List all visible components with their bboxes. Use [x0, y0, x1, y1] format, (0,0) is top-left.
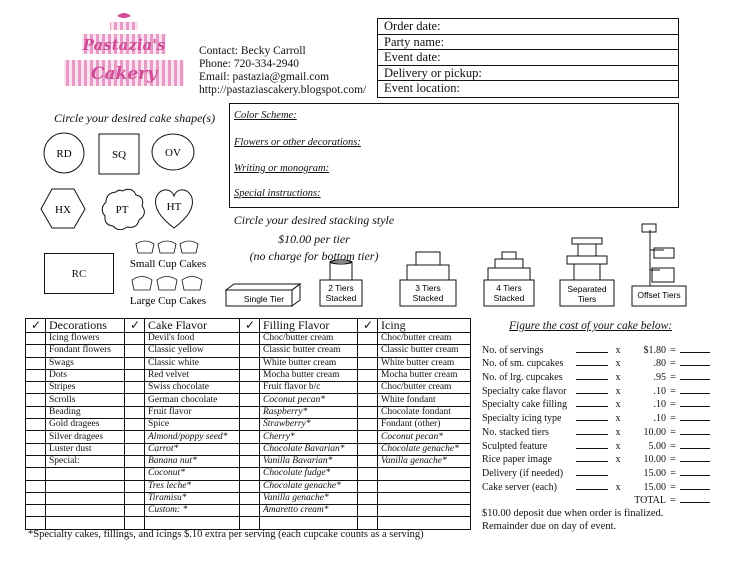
check-cell[interactable]: [240, 382, 260, 394]
cake-flavor-cell: Carrot*: [145, 443, 240, 455]
check-cell[interactable]: [240, 333, 260, 345]
event-location-field[interactable]: Event location:: [384, 81, 461, 96]
cost-label: No. of lrg. cupcakes: [482, 372, 563, 384]
decoration-cell: Swags: [46, 357, 125, 369]
cost-label: Delivery (if needed): [482, 467, 564, 479]
square-shape-option[interactable]: [99, 134, 139, 174]
cake-flavor-cell: Spice: [145, 419, 240, 431]
check-cell[interactable]: [358, 431, 378, 443]
filling-flavor-cell: Cherry*: [260, 431, 358, 443]
check-cell[interactable]: [358, 369, 378, 381]
table-row: [26, 443, 471, 455]
equals: =: [670, 344, 676, 356]
rectangle-shape-option[interactable]: [44, 253, 114, 294]
amount-blank[interactable]: [680, 410, 714, 424]
icing-cell: Fondant (other): [378, 419, 471, 431]
cake-flavor-cell: Tres leche*: [145, 480, 240, 492]
decoration-cell: Special:: [46, 455, 125, 467]
quantity-blank[interactable]: [576, 465, 612, 479]
cost-row: [482, 438, 714, 452]
table-row: [26, 382, 471, 394]
cost-row: [482, 479, 714, 493]
check-cell[interactable]: [125, 345, 145, 357]
decoration-cell: [46, 492, 125, 504]
check-cell[interactable]: [240, 369, 260, 381]
filling-flavor-cell: Raspberry*: [260, 406, 358, 418]
check-cell[interactable]: [358, 406, 378, 418]
operator: x: [615, 481, 621, 493]
rectangle-label: RC: [71, 267, 87, 280]
cost-label: Specialty icing type: [482, 413, 562, 425]
delivery-pickup-field[interactable]: Delivery or pickup:: [378, 66, 678, 82]
logo-text-line1: Pastazia's: [82, 36, 166, 54]
check-cell[interactable]: [125, 468, 145, 480]
cost-label: Specialty cake filling: [482, 399, 567, 411]
check-cell[interactable]: [26, 345, 46, 357]
amount-blank[interactable]: [680, 424, 714, 438]
table-row: [26, 419, 471, 431]
filling-flavor-cell: Coconut pecan*: [260, 394, 358, 406]
check-cell[interactable]: [358, 455, 378, 467]
offset-tiers-label: Offset Tiers: [637, 290, 681, 300]
unit-price: .95: [653, 372, 666, 384]
cake-flavor-cell: Swiss chocolate: [145, 382, 240, 394]
amount-blank[interactable]: [680, 479, 714, 493]
unit-price: .80: [653, 358, 666, 370]
cost-row: [482, 410, 714, 424]
quantity-blank[interactable]: [576, 410, 612, 424]
check-cell[interactable]: [358, 333, 378, 345]
cake-flavor-cell: Coconut*: [145, 468, 240, 480]
icing-cell: White butter cream: [378, 357, 471, 369]
cake-flavor-header: Cake Flavor: [145, 319, 240, 333]
quantity-blank[interactable]: [576, 452, 612, 466]
amount-blank[interactable]: [680, 369, 714, 383]
small-cupcake-icon: [136, 241, 198, 253]
equals: =: [670, 385, 676, 397]
two-tiers-stacked-label: Stacked: [325, 293, 357, 303]
table-row: [26, 333, 471, 345]
decoration-cell: [46, 480, 125, 492]
amount-blank[interactable]: [680, 383, 714, 397]
unit-price: 10.00: [643, 426, 666, 438]
table-row: [26, 369, 471, 381]
cost-row: [482, 383, 714, 397]
deposit-text: $10.00 deposit due when order is finalized.: [482, 508, 664, 519]
check-cell[interactable]: [26, 492, 46, 504]
icing-cell: Classic butter cream: [378, 345, 471, 357]
operator: x: [615, 454, 621, 466]
contact-block: [199, 45, 366, 97]
filling-flavor-cell: Vanilla genache*: [260, 492, 358, 504]
icing-cell: [378, 468, 471, 480]
icing-cell: Vanilla genache*: [378, 455, 471, 467]
two-tiers-label: 2 Tiers: [328, 283, 354, 293]
filling-flavor-cell: [260, 517, 358, 529]
cost-row: [482, 493, 714, 507]
cost-row: [482, 369, 714, 383]
stacking-price: $10.00 per tier: [278, 232, 350, 246]
check-cell[interactable]: [240, 394, 260, 406]
check-cell[interactable]: [125, 406, 145, 418]
quantity-blank: [576, 493, 612, 507]
quantity-blank[interactable]: [576, 383, 612, 397]
filling-flavor-cell: Fruit flavor b/c: [260, 382, 358, 394]
check-cell[interactable]: [125, 431, 145, 443]
pastazias-cakery-logo: [60, 12, 188, 94]
filling-flavor-header: Filling Flavor: [260, 319, 358, 333]
cake-flavor-cell: Classic white: [145, 357, 240, 369]
cost-label: No. of servings: [482, 344, 544, 356]
check-column-header: ✓: [240, 319, 260, 333]
icing-cell: White fondant: [378, 394, 471, 406]
small-cupcakes-label: Small Cup Cakes: [130, 258, 207, 270]
check-column-header: ✓: [358, 319, 378, 333]
check-cell[interactable]: [26, 419, 46, 431]
icing-cell: Choc/butter cream: [378, 382, 471, 394]
table-row: [26, 357, 471, 369]
equals: =: [670, 495, 676, 507]
cost-label: Rice paper image: [482, 454, 552, 466]
check-column-header: ✓: [125, 319, 145, 333]
large-cupcakes-label: Large Cup Cakes: [130, 295, 207, 307]
check-cell[interactable]: [26, 431, 46, 443]
heart-shape-option[interactable]: [156, 190, 193, 228]
check-cell[interactable]: [358, 517, 378, 529]
table-row: [26, 431, 471, 443]
check-cell[interactable]: [125, 419, 145, 431]
quantity-blank[interactable]: [576, 369, 612, 383]
cost-label: Specialty cake flavor: [482, 385, 567, 397]
instructions-box: [229, 103, 679, 208]
four-tiers-stacked-label: Stacked: [493, 293, 525, 303]
cost-row: [482, 465, 714, 479]
decoration-cell: Beading: [46, 406, 125, 418]
party-name-field[interactable]: Party name:: [378, 35, 678, 51]
cake-flavor-cell: Fruit flavor: [145, 406, 240, 418]
separated-tiers-label: Tiers: [577, 294, 597, 304]
cost-label: [482, 493, 576, 507]
contact-website[interactable]: http://pastaziascakery.blogspot.com/: [199, 84, 367, 96]
check-cell[interactable]: [358, 468, 378, 480]
equals: =: [670, 426, 676, 438]
table-row: [26, 468, 471, 480]
amount-blank[interactable]: [680, 342, 714, 356]
check-cell[interactable]: [125, 505, 145, 517]
cost-label: No. stacked tiers: [482, 426, 549, 438]
check-cell[interactable]: [26, 382, 46, 394]
decoration-cell: Stripes: [46, 382, 125, 394]
round-shape-option[interactable]: [44, 133, 84, 173]
check-cell[interactable]: [358, 505, 378, 517]
table-row: [26, 517, 471, 529]
check-cell[interactable]: [240, 517, 260, 529]
decoration-cell: [46, 505, 125, 517]
filling-flavor-cell: Choc/butter cream: [260, 333, 358, 345]
unit-price: TOTAL: [634, 495, 666, 507]
check-cell[interactable]: [125, 382, 145, 394]
filling-flavor-cell: Chocolate genache*: [260, 480, 358, 492]
petal-shape-option[interactable]: [102, 189, 144, 230]
cake-flavor-cell: Custom: *: [145, 505, 240, 517]
operator: x: [615, 399, 621, 411]
order-info-box: [377, 18, 679, 98]
operator: x: [615, 440, 621, 452]
icing-cell: [378, 517, 471, 529]
check-cell[interactable]: [26, 357, 46, 369]
unit-price: .10: [653, 385, 666, 397]
flowers-decorations-field[interactable]: Flowers or other decorations:: [234, 137, 361, 148]
table-row: [26, 406, 471, 418]
three-tiers-stacked-label: Stacked: [412, 293, 444, 303]
operator: x: [615, 358, 621, 370]
check-cell[interactable]: [240, 505, 260, 517]
check-cell[interactable]: [125, 455, 145, 467]
amount-blank[interactable]: [680, 356, 714, 370]
petal-label: PT: [115, 204, 129, 216]
payment-terms: [482, 508, 663, 533]
check-cell[interactable]: [358, 345, 378, 357]
unit-price: $1.80: [643, 344, 666, 356]
cost-row: [482, 356, 714, 370]
check-cell[interactable]: [26, 468, 46, 480]
check-cell[interactable]: [26, 505, 46, 517]
operator: x: [615, 413, 621, 425]
hexagon-label: HX: [55, 204, 71, 216]
check-cell[interactable]: [26, 443, 46, 455]
cake-flavor-cell: Red velvet: [145, 369, 240, 381]
icing-cell: Choc/butter cream: [378, 333, 471, 345]
icing-cell: Chocolate genache*: [378, 443, 471, 455]
cake-flavor-cell: German chocolate: [145, 394, 240, 406]
filling-flavor-cell: Chocolate fudge*: [260, 468, 358, 480]
cost-row: [482, 452, 714, 466]
quantity-blank[interactable]: [576, 479, 612, 493]
equals: =: [670, 440, 676, 452]
cost-label: Sculpted feature: [482, 440, 548, 452]
check-cell[interactable]: [358, 480, 378, 492]
color-scheme-field[interactable]: Color Scheme:: [234, 110, 297, 121]
filling-flavor-cell: Vanilla Bavarian*: [260, 455, 358, 467]
filling-flavor-cell: Chocolate Bavarian*: [260, 443, 358, 455]
remainder-text: Remainder due on day of event.: [482, 520, 617, 532]
amount-blank[interactable]: [680, 465, 714, 479]
cake-shapes: [40, 130, 210, 230]
icing-header: Icing: [378, 319, 471, 333]
check-cell[interactable]: [26, 333, 46, 345]
decoration-cell: Luster dust: [46, 443, 125, 455]
icing-cell: Mocha butter cream: [378, 369, 471, 381]
three-tiers-label: 3 Tiers: [415, 283, 441, 293]
table-header-row: [26, 319, 471, 333]
cost-section-title: Figure the cost of your cake below:: [509, 320, 673, 332]
stacking-title: Circle your desired stacking style: [233, 213, 395, 227]
check-cell[interactable]: [240, 406, 260, 418]
cost-label: Cake server (each): [482, 481, 557, 493]
operator: x: [615, 344, 621, 356]
four-tiers-label: 4 Tiers: [496, 283, 522, 293]
check-cell[interactable]: [240, 468, 260, 480]
stacking-note: (no charge for bottom tier): [249, 249, 379, 263]
table-row: [26, 492, 471, 504]
check-cell[interactable]: [26, 480, 46, 492]
equals: =: [670, 413, 676, 425]
icing-cell: [378, 492, 471, 504]
operator: [612, 493, 624, 507]
options-table: [25, 318, 471, 530]
quantity-blank[interactable]: [576, 438, 612, 452]
event-date-field[interactable]: Event date:: [378, 50, 678, 66]
check-cell[interactable]: [240, 480, 260, 492]
check-cell[interactable]: [26, 455, 46, 467]
amount-blank[interactable]: [680, 397, 714, 411]
equals: =: [670, 399, 676, 411]
check-cell[interactable]: [358, 357, 378, 369]
equals: =: [670, 454, 676, 466]
quantity-blank[interactable]: [576, 342, 612, 356]
check-cell[interactable]: [240, 345, 260, 357]
check-cell[interactable]: [125, 357, 145, 369]
decoration-cell: Silver dragees: [46, 431, 125, 443]
check-cell[interactable]: [125, 394, 145, 406]
table-row: [26, 394, 471, 406]
check-cell[interactable]: [358, 419, 378, 431]
operator: x: [615, 426, 621, 438]
unit-price: .10: [653, 399, 666, 411]
equals: =: [670, 481, 676, 493]
stacking-styles: [220, 220, 690, 308]
contact-phone: Phone: 720-334-2940: [199, 58, 299, 70]
unit-price: 15.00: [643, 467, 666, 479]
unit-price: 15.00: [643, 481, 666, 493]
filling-flavor-cell: Classic butter cream: [260, 345, 358, 357]
icing-cell: Chocolate fondant: [378, 406, 471, 418]
filling-flavor-cell: Amaretto cream*: [260, 505, 358, 517]
icing-cell: Coconut pecan*: [378, 431, 471, 443]
table-row: [26, 480, 471, 492]
decorations-header: Decorations: [46, 319, 125, 333]
check-cell[interactable]: [358, 394, 378, 406]
specialty-footnote: *Specialty cakes, fillings, and icings $.10 extra per serving (each cupcake counts as a serving): [28, 529, 424, 540]
check-cell[interactable]: [26, 517, 46, 529]
table-row: [26, 505, 471, 517]
unit-price: 5.00: [648, 440, 666, 452]
check-column-header: ✓: [26, 319, 46, 333]
cost-row: [482, 342, 714, 356]
shape-section-title: Circle your desired cake shape(s): [54, 111, 216, 125]
table-row: [26, 345, 471, 357]
special-instructions-field[interactable]: Special instructions:: [234, 188, 321, 199]
logo-text-line2: Cakery: [91, 64, 157, 84]
operator: x: [615, 385, 621, 397]
check-cell[interactable]: [26, 406, 46, 418]
check-cell[interactable]: [125, 443, 145, 455]
oval-shape-option[interactable]: [152, 134, 194, 170]
cake-flavor-cell: Tiramisu*: [145, 492, 240, 504]
heart-label: HT: [166, 201, 182, 213]
check-cell[interactable]: [125, 369, 145, 381]
operator: [612, 465, 624, 479]
check-cell[interactable]: [125, 333, 145, 345]
separated-label: Separated: [567, 284, 607, 294]
check-cell[interactable]: [240, 431, 260, 443]
check-cell[interactable]: [125, 480, 145, 492]
round-label: RD: [56, 148, 72, 160]
check-cell[interactable]: [240, 492, 260, 504]
decoration-cell: Fondant flowers: [46, 345, 125, 357]
decoration-cell: [46, 517, 125, 529]
check-cell[interactable]: [358, 492, 378, 504]
cost-label: No. of sm. cupcakes: [482, 358, 564, 370]
cost-calculator: [482, 342, 714, 506]
check-cell[interactable]: [26, 369, 46, 381]
check-cell[interactable]: [125, 517, 145, 529]
check-cell[interactable]: [125, 492, 145, 504]
filling-flavor-cell: White butter cream: [260, 357, 358, 369]
large-cupcake-icon: [132, 277, 202, 291]
cake-flavor-cell: Banana nut*: [145, 455, 240, 467]
decoration-cell: [46, 468, 125, 480]
order-date-field[interactable]: Order date:: [378, 19, 678, 35]
quantity-blank[interactable]: [576, 397, 612, 411]
equals: =: [670, 467, 676, 479]
cake-flavor-cell: Almond/poppy seed*: [145, 431, 240, 443]
table-row: [26, 455, 471, 467]
cost-row: [482, 424, 714, 438]
quantity-blank[interactable]: [576, 356, 612, 370]
square-label: SQ: [111, 149, 127, 161]
decoration-cell: Gold dragees: [46, 419, 125, 431]
contact-name: Contact: Becky Carroll: [199, 45, 306, 57]
single-tier-label: Single Tier: [243, 294, 285, 304]
oval-label: OV: [165, 147, 181, 159]
contact-email: Email: pastazia@gmail.com: [199, 71, 330, 83]
operator: x: [615, 372, 621, 384]
check-cell[interactable]: [26, 394, 46, 406]
filling-flavor-cell: Mocha butter cream: [260, 369, 358, 381]
amount-blank[interactable]: [680, 452, 714, 466]
amount-blank[interactable]: [680, 493, 714, 507]
cake-flavor-cell: Devil's food: [145, 333, 240, 345]
unit-price: 10.00: [643, 454, 666, 466]
equals: =: [670, 372, 676, 384]
decoration-cell: Icing flowers: [46, 333, 125, 345]
check-cell[interactable]: [240, 419, 260, 431]
check-cell[interactable]: [240, 443, 260, 455]
hexagon-shape-option[interactable]: [41, 189, 85, 228]
cake-flavor-cell: Classic yellow: [145, 345, 240, 357]
unit-price: .10: [653, 413, 666, 425]
decoration-cell: Scrolls: [46, 394, 125, 406]
icing-cell: [378, 505, 471, 517]
quantity-blank[interactable]: [576, 424, 612, 438]
writing-monogram-field[interactable]: Writing or monogram:: [234, 163, 330, 174]
cake-flavor-cell: [145, 517, 240, 529]
decoration-cell: Dots: [46, 369, 125, 381]
check-cell[interactable]: [358, 382, 378, 394]
filling-flavor-cell: Strawberry*: [260, 419, 358, 431]
cost-row: [482, 397, 714, 411]
equals: =: [670, 358, 676, 370]
check-cell[interactable]: [240, 455, 260, 467]
check-cell[interactable]: [358, 443, 378, 455]
amount-blank[interactable]: [680, 438, 714, 452]
check-cell[interactable]: [240, 357, 260, 369]
icing-cell: [378, 480, 471, 492]
